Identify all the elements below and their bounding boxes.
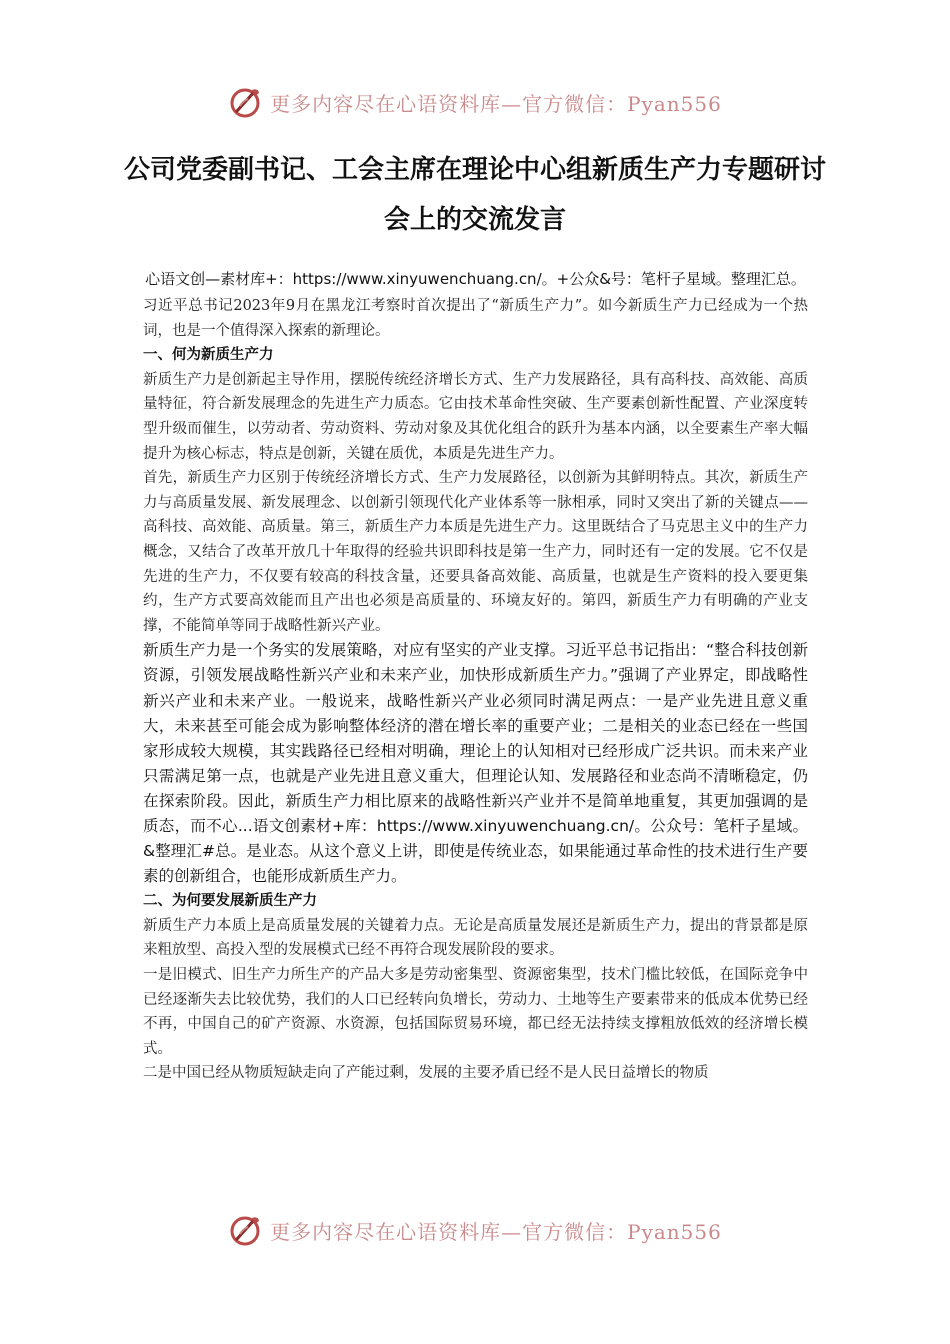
paragraph: 新质生产力本质上是高质量发展的关键着力点。无论是高质量发展还是新质生产力，提出的背景都是原来粗放型、高投入型的发展模式已经不再符合现发展阶段的要求。 (143, 917, 808, 959)
paragraph: 首先，新质生产力区别于传统经济增长方式、生产力发展路径，以创新为其鲜明特点。其次，新质生产力与高质量发展、新发展理念、以创新引领现代化产业体系等一脉相承，同时又突出了新的关键点——高科技、高效能、高质量。第三，新质生产力本质是先进生产力。这里既结合了马克思主义中的生产力概念，又结合了改革开放几十年取得的经验共识即科技是第一生产力，同时还有一定的发展。它不仅是先进的生产力，不仅要有较高的科技含量，还要具备高效能、高质量，也就是生产资料的投入要更集约，生产方式要高效能而且产出也必须是高质量的、环境友好的。第四，新质生产力有明确的产业支撑，不能简单等同于战略性新兴产业。 (143, 470, 808, 634)
document-body (143, 267, 808, 1086)
paragraph: 习近平总书记2023年9月在黑龙江考察时首次提出了“新质生产力”。如今新质生产力已经成为一个热词，也是一个值得深入探索的新理论。 (143, 298, 808, 339)
footer-banner (0, 1210, 950, 1250)
banner-text: 更多内容尽在心语资料库—官方微信：Pyan556 (270, 91, 722, 116)
banner-text: 更多内容尽在心语资料库—官方微信：Pyan556 (270, 1219, 722, 1244)
section-heading: 一、何为新质生产力 (143, 347, 274, 364)
section-heading: 二、为何要发展新质生产力 (143, 893, 317, 910)
brush-circle-logo-icon (228, 1212, 264, 1248)
document-title: 公司党委副书记、工会主席在理论中心组新质生产力专题研讨会上的交流发言 (123, 155, 826, 235)
paragraph: 新质生产力是创新起主导作用，摆脱传统经济增长方式、生产力发展路径，具有高科技、高效能、高质量特征，符合新发展理念的先进生产力质态。它由技术革命性突破、生产要素创新性配置、产业深度转型升级而催生，以劳动者、劳动资料、劳动对象及其优化组合的跃升为基本内涵，以全要素生产率大幅提升为核心标志，特点是创新，关键在质优，本质是先进生产力。 (143, 371, 808, 462)
paragraph: 新质生产力是一个务实的发展策略，对应有坚实的产业支撑。习近平总书记指出：“整合科技创新资源，引领发展战略性新兴产业和未来产业，加快形成新质生产力。”强调了产业界定，即战略性新兴产业和未来产业。一般说来，战略性新兴产业必须同时满足两点：一是产业先进且意义重大，未来甚至可能会成为影响整体经济的潜在增长率的重要产业；二是相关的业态已经在一些国家形成较大规模，其实践路径已经相对明确，理论上的认知相对已经形成广泛共识。而未来产业只需满足第一点，也就是产业先进且意义重大，但理论认知、发展路径和业态尚不清晰稳定，仍在探索阶段。因此，新质生产力相比原来的战略性新兴产业并不是简单地重复，其更加强调的是质态，而不心...语文创素材+库：https://www.xinyuwenchuang.cn/。公众号：笔杆子星域。&整理汇#总。是业态。从这个意义上讲，即使是传统业态，如果能通过革命性的技术进行生产要素的创新组合，也能形成新质生产力。 (143, 641, 808, 886)
brush-circle-logo-icon (228, 84, 264, 120)
source-line: 心语文创—素材库+：https://www.xinyuwenchuang.cn/。+公众&号：笔杆子星域。整理汇总。 (145, 270, 806, 288)
paragraph: 二是中国已经从物质短缺走向了产能过剩，发展的主要矛盾已经不是人民日益增长的物质 (143, 1065, 709, 1082)
paragraph: 一是旧模式、旧生产力所生产的产品大多是劳动密集型、资源密集型，技术门槛比较低，在国际竞争中已经逐渐失去比较优势，我们的人口已经转向负增长，劳动力、土地等生产要素带来的低成本优势已经不再，中国自己的矿产资源、水资源，包括国际贸易环境，都已经无法持续支撑粗放低效的经济增长模式。 (143, 967, 808, 1057)
header-banner (0, 82, 950, 122)
